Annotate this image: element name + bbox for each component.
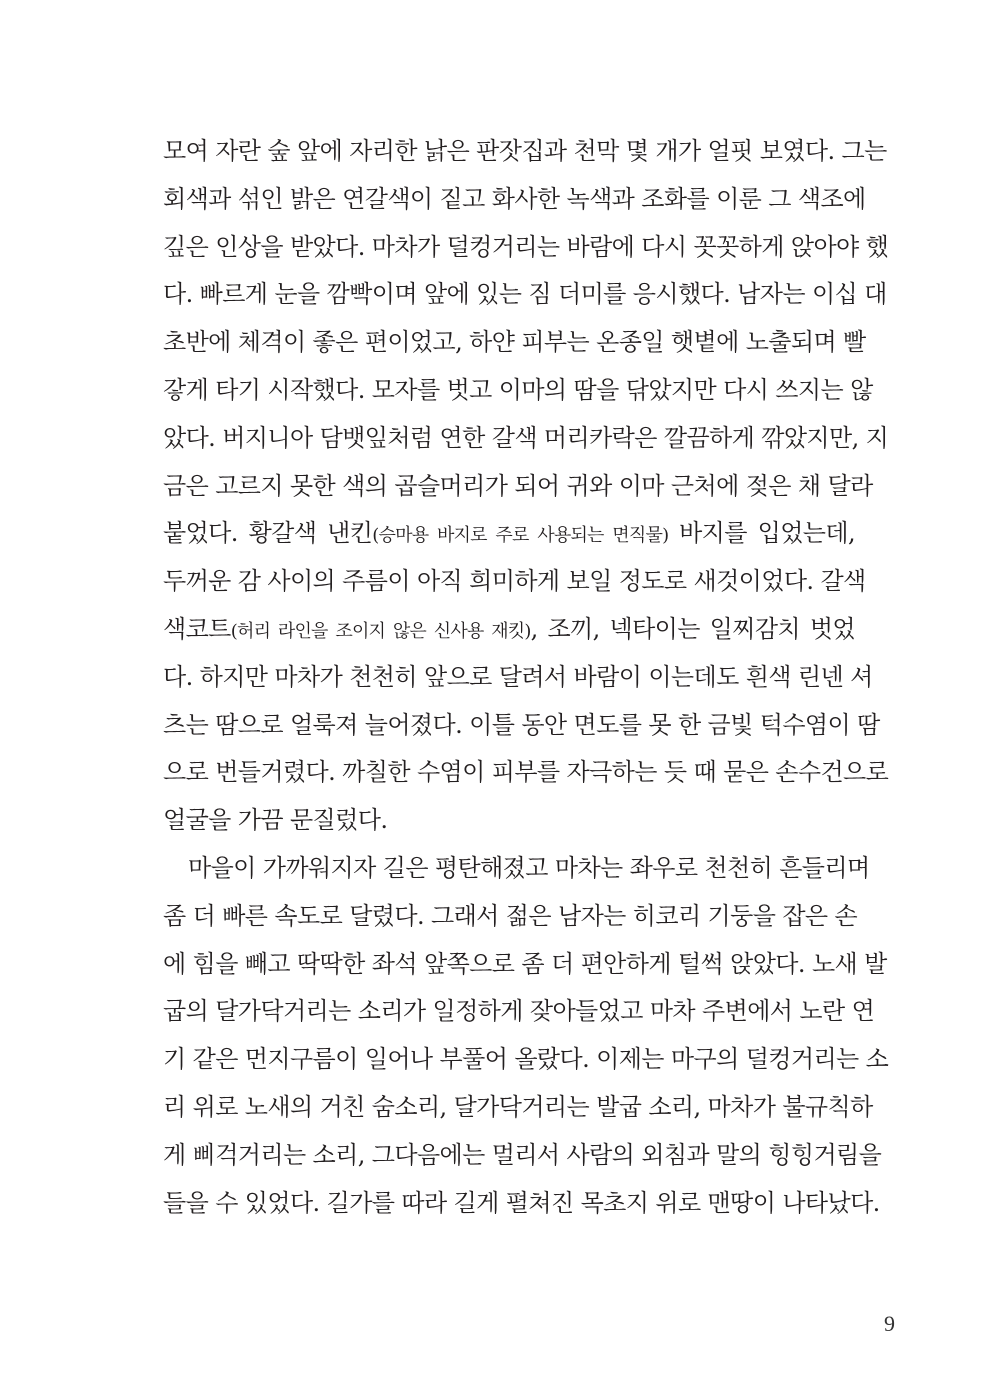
- text-line: 회색과 섞인 밝은 연갈색이 짙고 화사한 녹색과 조화를 이룬 그 색조에: [163, 184, 866, 213]
- line-text: 바지를 입었는데,: [668, 519, 855, 548]
- text-line: 리 위로 노새의 거친 숨소리, 달가닥거리는 발굽 소리, 마차가 불규칙하: [163, 1092, 873, 1121]
- text-line: 기 같은 먼지구름이 일어나 부풀어 올랐다. 이제는 마구의 덜컹거리는 소: [163, 1045, 889, 1074]
- text-line: 으로 번들거렸다. 까칠한 수염이 피부를 자극하는 듯 때 묻은 손수건으로: [163, 758, 889, 787]
- text-line: 갛게 타기 시작했다. 모자를 벗고 이마의 땀을 닦았지만 다시 쓰지는 않: [163, 375, 873, 404]
- text-line: 굽의 달가닥거리는 소리가 일정하게 잦아들었고 마차 주변에서 노란 연: [163, 997, 875, 1026]
- text-line: 게 삐걱거리는 소리, 그다음에는 멀리서 사람의 외침과 말의 힝힝거림을: [163, 1140, 882, 1169]
- text-line: 모여 자란 숲 앞에 자리한 낡은 판잣집과 천막 몇 개가 얼핏 보였다. 그는: [163, 137, 887, 165]
- text-line: 에 힘을 빼고 딱딱한 좌석 앞쪽으로 좀 더 편안하게 털썩 앉았다. 노새 발: [163, 949, 887, 978]
- text-line: 마을이 가까워지자 길은 평탄해졌고 마차는 좌우로 천천히 흔들리며: [188, 853, 870, 882]
- text-line: 들을 수 있었다. 길가를 따라 길게 펼쳐진 목초지 위로 맨땅이 나타났다.: [163, 1188, 880, 1217]
- translator-note: (승마용 바지로 주로 사용되는 면직물): [372, 525, 669, 547]
- paragraph-2: [163, 845, 889, 1227]
- text-line: 좀 더 빠른 속도로 달렸다. 그래서 젊은 남자는 히코리 기둥을 잡은 손: [163, 901, 858, 930]
- line-text: 색코트: [163, 614, 231, 643]
- text-line: 얼굴을 가끔 문질렀다.: [163, 806, 388, 835]
- page-number: 9: [884, 1311, 895, 1336]
- text-line: 츠는 땀으로 얼룩져 늘어졌다. 이틀 동안 면도를 못 한 금빛 턱수염이 땀: [163, 710, 880, 739]
- paragraph-1: [163, 128, 889, 845]
- line-text: , 조끼, 넥타이는 일찌감치 벗었: [530, 614, 855, 643]
- line-text: 붙었다. 황갈색 낸킨: [163, 519, 373, 548]
- body-text: [163, 128, 889, 1227]
- text-line: 초반에 체격이 좋은 편이었고, 하얀 피부는 온종일 햇볕에 노출되며 빨: [163, 328, 866, 357]
- text-line: 깊은 인상을 받았다. 마차가 덜컹거리는 바람에 다시 꼿꼿하게 앉아야 했: [163, 232, 889, 261]
- text-line: 두꺼운 감 사이의 주름이 아직 희미하게 보일 정도로 새것이었다. 갈색: [163, 567, 866, 596]
- text-line: 다. 빠르게 눈을 깜빡이며 앞에 있는 짐 더미를 응시했다. 남자는 이십 대: [163, 280, 887, 309]
- text-line: 았다. 버지니아 담뱃잎처럼 연한 갈색 머리카락은 깔끔하게 깎았지만, 지: [163, 423, 889, 452]
- text-line: 금은 고르지 못한 색의 곱슬머리가 되어 귀와 이마 근처에 젖은 채 달라: [163, 471, 873, 500]
- text-line-with-note: [163, 606, 855, 654]
- text-line-with-note: [163, 510, 855, 558]
- translator-note: (허리 라인을 조이지 않은 신사용 재킷): [230, 620, 531, 642]
- text-line: 다. 하지만 마차가 천천히 앞으로 달려서 바람이 이는데도 흰색 린넨 셔: [163, 662, 873, 691]
